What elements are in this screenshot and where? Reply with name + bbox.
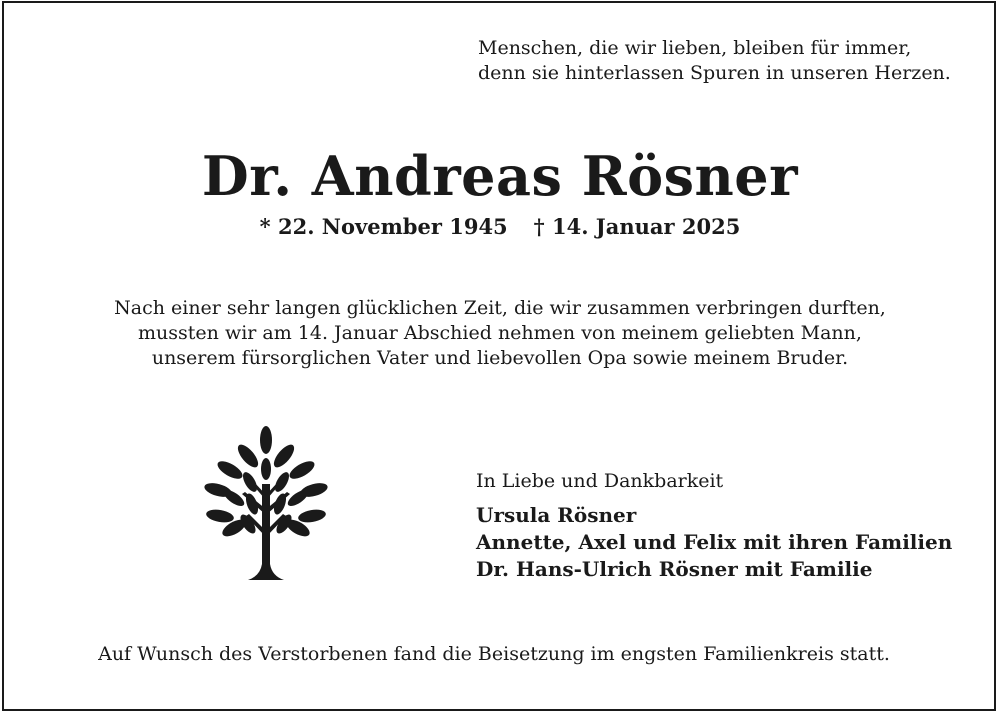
birth-date: * 22. November 1945 xyxy=(259,214,508,239)
message-line: unserem fürsorglichen Vater und liebevollen Opa sowie meinem Bruder. xyxy=(151,347,849,369)
tree-icon xyxy=(196,424,336,584)
signature-member: Annette, Axel und Felix mit ihren Familien xyxy=(476,530,953,554)
life-dates xyxy=(0,214,1000,239)
signature-block xyxy=(476,468,986,583)
motto-line: Menschen, die wir lieben, bleiben für immer, xyxy=(478,37,912,59)
closing-note: Auf Wunsch des Verstorbenen fand die Beisetzung im engsten Familienkreis statt. xyxy=(98,643,890,665)
signature-member: Ursula Rösner xyxy=(476,503,637,527)
motto-line: denn sie hinterlassen Spuren in unseren Herzen. xyxy=(478,62,951,84)
death-date: † 14. Januar 2025 xyxy=(533,214,741,239)
signature-intro: In Liebe und Dankbarkeit xyxy=(476,470,724,492)
message-line: Nach einer sehr langen glücklichen Zeit, die wir zusammen verbringen durften, xyxy=(114,297,886,319)
message-line: mussten wir am 14. Januar Abschied nehmen von meinem geliebten Mann, xyxy=(138,322,862,344)
signature-member: Dr. Hans-Ulrich Rösner mit Familie xyxy=(476,557,873,581)
motto-quote xyxy=(478,36,978,86)
obituary-message xyxy=(0,296,1000,371)
deceased-name: Dr. Andreas Rösner xyxy=(201,144,799,208)
